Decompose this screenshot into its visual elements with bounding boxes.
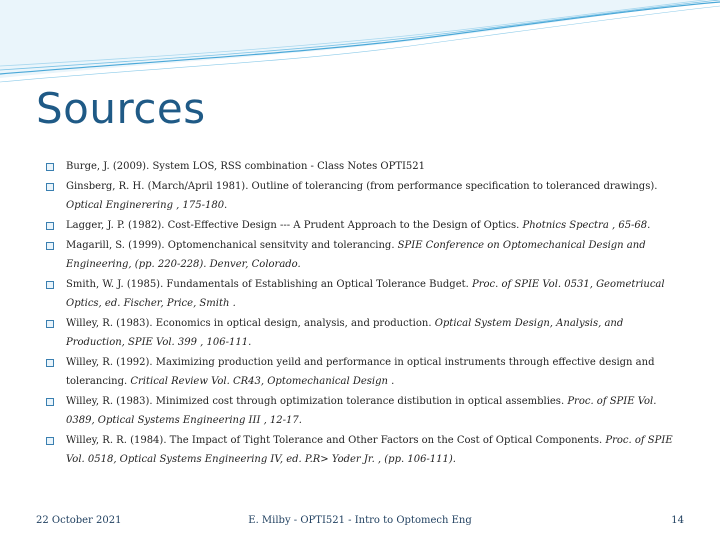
reference-source: Proc. of SPIE Vol. 0531, Geometriucal Optics, ed. Fischer, Price, Smith . — [66, 279, 665, 309]
reference-item — [46, 275, 684, 313]
reference-text: Ginsberg, R. H. (March/April 1981). Outline of tolerancing (from performance specification to toleranced drawings). — [66, 181, 658, 192]
reference-list — [46, 157, 684, 470]
bullet-icon — [46, 222, 54, 230]
reference-text: Willey, R. (1983). Minimized cost through optimization tolerance distibution in optical assemblies. — [66, 396, 568, 407]
reference-source: Proc. of SPIE Vol. 0518, Optical Systems Engineering IV, ed. P.R> Yoder Jr. , (pp. 106-111). — [66, 435, 673, 465]
page-number: 14 — [671, 515, 684, 526]
reference-item — [46, 431, 684, 469]
bullet-icon — [46, 437, 54, 445]
bullet-icon — [46, 359, 54, 367]
reference-item — [46, 177, 684, 215]
reference-item — [46, 353, 684, 391]
reference-item — [46, 157, 684, 176]
reference-item — [46, 314, 684, 352]
reference-source: Optical Enginerering , 175-180. — [66, 200, 228, 211]
reference-source: Optical System Design, Analysis, and Production, SPIE Vol. 399 , 106-111. — [66, 318, 624, 348]
reference-source: Photnics Spectra , 65-68. — [522, 220, 651, 231]
reference-text: Magarill, S. (1999). Optomenchanical sensitvity and tolerancing. — [66, 240, 398, 251]
bullet-icon — [46, 281, 54, 289]
reference-item — [46, 392, 684, 430]
bullet-icon — [46, 320, 54, 328]
footer-date: 22 October 2021 — [36, 515, 122, 526]
reference-text: Willey, R. R. (1984). The Impact of Tight Tolerance and Other Factors on the Cost of Optical Components. — [66, 435, 606, 446]
reference-item — [46, 216, 684, 235]
bullet-icon — [46, 183, 54, 191]
reference-text: Willey, R. (1983). Economics in optical design, analysis, and production. — [66, 318, 435, 329]
bullet-icon — [46, 398, 54, 406]
reference-text: Smith, W. J. (1985). Fundamentals of Establishing an Optical Tolerance Budget. — [66, 279, 472, 290]
reference-text: Willey, R. (1992). Maximizing production yeild and performance in optical instruments through effective design and tolerancing. — [66, 357, 655, 387]
reference-text: Lagger, J. P. (1982). Cost-Effective Design --- A Prudent Approach to the Design of Optics. — [66, 220, 523, 231]
reference-text: Burge, J. (2009). System LOS, RSS combination - Class Notes OPTI521 — [66, 161, 426, 172]
reference-item — [46, 236, 684, 274]
reference-source: SPIE Conference on Optomechanical Design and Engineering, (pp. 220-228). Denver, Colorado. — [66, 240, 646, 270]
slide-title: Sources — [36, 84, 206, 133]
reference-source: Proc. of SPIE Vol. 0389, Optical Systems Engineering III , 12-17. — [66, 396, 657, 426]
bullet-icon — [46, 163, 54, 171]
bullet-icon — [46, 242, 54, 250]
footer-course: E. Milby - OPTI521 - Intro to Optomech Eng — [248, 515, 472, 526]
reference-source: Critical Review Vol. CR43, Optomechanical Design . — [130, 376, 395, 387]
